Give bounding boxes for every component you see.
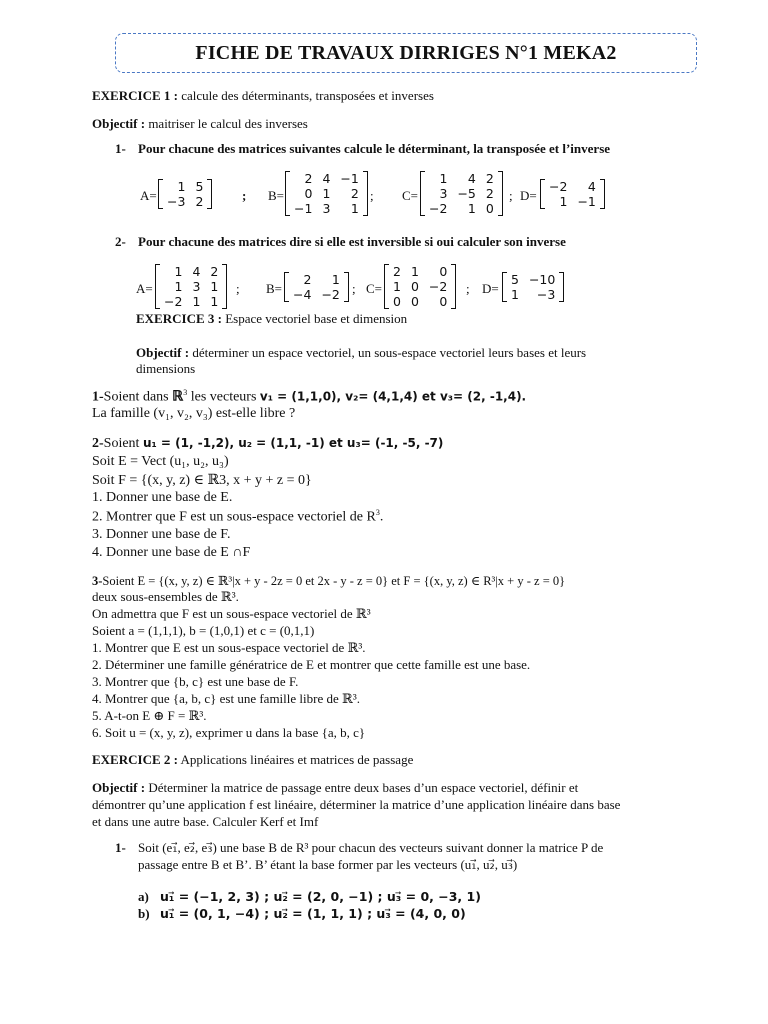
matrix-cell: 0 [304, 186, 313, 201]
matrix-cell: 0 [485, 201, 494, 216]
ex3-p1-line2: La famille (v₁, v₂, v₃) est-elle libre ? [92, 406, 296, 421]
set2-a-label: A= [136, 281, 153, 296]
ex3-p2-lead: Soient [103, 436, 143, 451]
ex3-p3-q4: 4. Montrer que {a, b, c} est une famille libre de ℝ³. [92, 691, 360, 706]
matrix-cell: 4 [467, 171, 476, 186]
ex1-label: EXERCICE 1 : [92, 88, 178, 103]
set2-d-label: D= [482, 281, 499, 296]
matrix-cell: 1 [511, 287, 519, 302]
matrix-cell: −1 [340, 171, 359, 186]
ex2-text: Applications linéaires et matrices de passage [177, 752, 414, 767]
matrix-cell: −5 [457, 186, 476, 201]
matrix-cell: 0 [439, 294, 448, 309]
matrix-set2-c [384, 264, 456, 309]
matrix-cell: 5 [511, 272, 519, 287]
ex3-p2-q3: 3. Donner une base de F. [92, 527, 231, 542]
matrix-cell: 1 [210, 294, 219, 309]
matrix-cell: 2 [485, 171, 494, 186]
matrix-cell: −2 [429, 201, 448, 216]
matrix-cell: 1 [210, 279, 219, 294]
matrix-set1-d [540, 179, 605, 209]
matrix-cell: 0 [410, 294, 419, 309]
ex3-p3-line4: Soient a = (1,1,1), b = (1,0,1) et c = (0,1,1) [92, 623, 315, 638]
matrix-cell: 5 [195, 179, 204, 194]
ex1-q1-text: Pour chacune des matrices suivantes calcule le déterminant, la transposée et l’inverse [138, 141, 611, 156]
ex3-p3-q2: 2. Déterminer une famille génératrice de E et montrer que cette famille est une base. [92, 657, 531, 672]
ex3-p3-q5: 5. A-t-on E ⊕ F = ℝ³. [92, 708, 207, 723]
ex2-obj-label: Objectif : [92, 780, 146, 795]
ex3-p1-num: 1- [92, 389, 104, 405]
ex2-q1-line1: Soit (e₁⃗, e₂⃗, e₃⃗) une base B de R³ pour chacun des vecteurs suivant donner la matrice P de [138, 840, 604, 855]
ex1-obj-text: maitriser le calcul des inverses [145, 116, 308, 131]
matrix-cell: 2 [195, 194, 204, 209]
matrix-cell: −1 [577, 194, 596, 209]
ex3-text: Espace vectoriel base et dimension [221, 311, 408, 326]
ex3-p1-R: ℝ [172, 389, 184, 405]
matrix-cell: 4 [322, 171, 331, 186]
ex3-p3-num: 3- [92, 574, 103, 588]
matrix-cell: 1 [467, 201, 476, 216]
set1-b-label: B= [268, 188, 285, 203]
title-box [115, 33, 697, 73]
ex2-label: EXERCICE 2 : [92, 752, 178, 767]
matrix-set2-d [502, 272, 564, 302]
ex2-b-vectors: u₁⃗ = (0, 1, −4) ; u₂⃗ = (1, 1, 1) ; u₃⃗ = (4, 0, 0) [160, 906, 466, 921]
matrix-cell: 0 [410, 279, 419, 294]
set2-sep1: ; [236, 281, 240, 296]
matrix-set2-b [284, 272, 349, 302]
ex3-obj-line2: dimensions [136, 361, 196, 376]
ex3-p2-q2 [92, 508, 383, 526]
matrix-cell: 0 [393, 294, 401, 309]
ex3-p3-line3: On admettra que F est un sous-espace vectoriel de ℝ³ [92, 606, 371, 621]
matrix-cell: 1 [393, 279, 401, 294]
ex3-p2-q4: 4. Donner une base de E ∩F [92, 545, 251, 560]
ex3-p2-q1: 1. Donner une base de E. [92, 490, 233, 505]
matrix-cell: 1 [174, 279, 183, 294]
ex3-p2-q2-text: 2. Montrer que F est un sous-espace vectoriel de R [92, 509, 376, 525]
matrix-cell: 3 [439, 186, 448, 201]
matrix-set2-a [155, 264, 227, 309]
matrix-cell: 1 [322, 186, 331, 201]
matrix-cell: −2 [164, 294, 183, 309]
ex2-obj-line3: et dans une autre base. Calculer Kerf et Imf [92, 814, 319, 829]
ex2-q1-line2: passage entre B et B’. B’ étant la base former par les vecteurs (u₁⃗, u₂⃗, u₃⃗) [138, 857, 518, 872]
ex3-p3-sets: Soient E = {(x, y, z) ∈ ℝ³|x + y - 2z = 0 et 2x - y - z = 0} et F = {(x, y, z) ∈ R³|x + y - z = 0} [102, 574, 566, 588]
set1-sep1: ; [242, 188, 247, 203]
matrix-cell: 1 [439, 171, 448, 186]
set1-sep2: ; [370, 188, 374, 203]
matrix-cell: 0 [439, 264, 448, 279]
set2-c-label: C= [366, 281, 383, 296]
matrix-cell: −3 [167, 194, 186, 209]
ex3-label: EXERCICE 3 : [136, 311, 222, 326]
ex3-p2-line3: Soit F = {(x, y, z) ∈ ℝ3, x + y + z = 0} [92, 473, 312, 488]
matrix-cell: 1 [331, 272, 340, 287]
ex3-p2-num: 2- [92, 436, 104, 451]
matrix-cell: 2 [350, 186, 359, 201]
set2-b-label: B= [266, 281, 283, 296]
ex2-objective-line1 [92, 780, 578, 796]
ex3-p3-line1 [92, 573, 565, 589]
ex2-a-label: a) [138, 889, 149, 904]
ex3-obj-label: Objectif : [136, 345, 190, 360]
page-title: FICHE DE TRAVAUX DIRRIGES N°1 MEKA2 [195, 41, 617, 64]
matrix-set1-b [285, 171, 368, 216]
matrix-cell: 1 [350, 201, 359, 216]
matrix-cell: 1 [174, 264, 183, 279]
ex3-p2-q2-end: . [379, 509, 384, 525]
set1-a-label: A= [140, 188, 157, 203]
ex2-q1-num: 1- [115, 840, 126, 855]
matrix-cell: −2 [549, 179, 568, 194]
matrix-cell: 1 [192, 294, 201, 309]
set1-c-label: C= [402, 188, 419, 203]
matrix-cell: 1 [177, 179, 186, 194]
ex1-q1-num: 1- [115, 141, 126, 156]
ex3-p2-line1 [92, 436, 443, 452]
ex1-heading [92, 88, 434, 104]
matrix-cell: 4 [587, 179, 596, 194]
ex3-objective-line1 [136, 345, 586, 361]
matrix-cell: 2 [393, 264, 401, 279]
matrix-cell: 4 [192, 264, 201, 279]
matrix-cell: 2 [304, 171, 313, 186]
ex3-p3-q3: 3. Montrer que {b, c} est une base de F. [92, 674, 299, 689]
ex3-heading [136, 311, 407, 327]
matrix-set1-c [420, 171, 503, 216]
matrix-cell: −4 [293, 287, 312, 302]
ex1-objective [92, 116, 308, 132]
ex3-p1-R-sup: 3 [183, 388, 188, 397]
matrix-cell: −2 [321, 287, 340, 302]
ex1-obj-label: Objectif : [92, 116, 146, 131]
matrix-cell: 1 [410, 264, 419, 279]
ex3-p1-line1 [92, 388, 526, 406]
ex2-obj-line2: démontrer qu’une application f est linéaire, déterminer la matrice d’une application linéaire dans base [92, 797, 621, 812]
matrix-cell: 1 [559, 194, 568, 209]
ex3-p3-q1: 1. Montrer que E est un sous-espace vectoriel de ℝ³. [92, 640, 366, 655]
ex3-p2-line2: Soit E = Vect (u₁, u₂, u₃) [92, 454, 229, 469]
set2-sep2: ; [352, 281, 356, 296]
ex1-q2-num: 2- [115, 234, 126, 249]
ex3-p2-vectors: u₁ = (1, -1,2), u₂ = (1,1, -1) et u₃= (-1, -5, -7) [142, 436, 444, 450]
ex3-p3-line2: deux sous-ensembles de ℝ³. [92, 589, 239, 604]
matrix-set1-a [158, 179, 212, 209]
matrix-cell: −10 [528, 272, 556, 287]
ex3-p3-q6: 6. Soit u = (x, y, z), exprimer u dans la base {a, b, c} [92, 725, 366, 740]
matrix-cell: 2 [210, 264, 219, 279]
matrix-cell: 2 [485, 186, 494, 201]
set2-sep3: ; [466, 281, 470, 296]
matrix-cell: −2 [428, 279, 448, 294]
ex1-text: calcule des déterminants, transposées et inverses [177, 88, 434, 103]
ex2-a-vectors: u₁⃗ = (−1, 2, 3) ; u₂⃗ = (2, 0, −1) ; u₃⃗ = 0, −3, 1) [160, 889, 481, 904]
ex1-q2-text: Pour chacune des matrices dire si elle est inversible si oui calculer son inverse [138, 234, 566, 249]
matrix-cell: −1 [294, 201, 313, 216]
matrix-cell: 2 [303, 272, 312, 287]
matrix-cell: 3 [322, 201, 331, 216]
set1-sep3: ; [509, 188, 513, 203]
ex2-obj-line1: Déterminer la matrice de passage entre deux bases d’un espace vectoriel, définir et [145, 780, 579, 795]
ex3-p1-mid: les vecteurs [187, 389, 260, 405]
ex3-obj-line1: déterminer un espace vectoriel, un sous-espace vectoriel leurs bases et leurs [189, 345, 587, 360]
ex3-p1-lead: Soient dans [103, 389, 173, 405]
ex3-p1-vectors: v₁ = (1,1,0), v₂= (4,1,4) et v₃= (2, -1,4). [259, 389, 527, 404]
ex2-b-label: b) [138, 906, 150, 921]
matrix-cell: −3 [536, 287, 556, 302]
set1-d-label: D= [520, 188, 537, 203]
matrix-cell: 3 [192, 279, 201, 294]
ex2-heading [92, 752, 413, 768]
ex3-p2-q2-sup: 3 [375, 508, 380, 517]
